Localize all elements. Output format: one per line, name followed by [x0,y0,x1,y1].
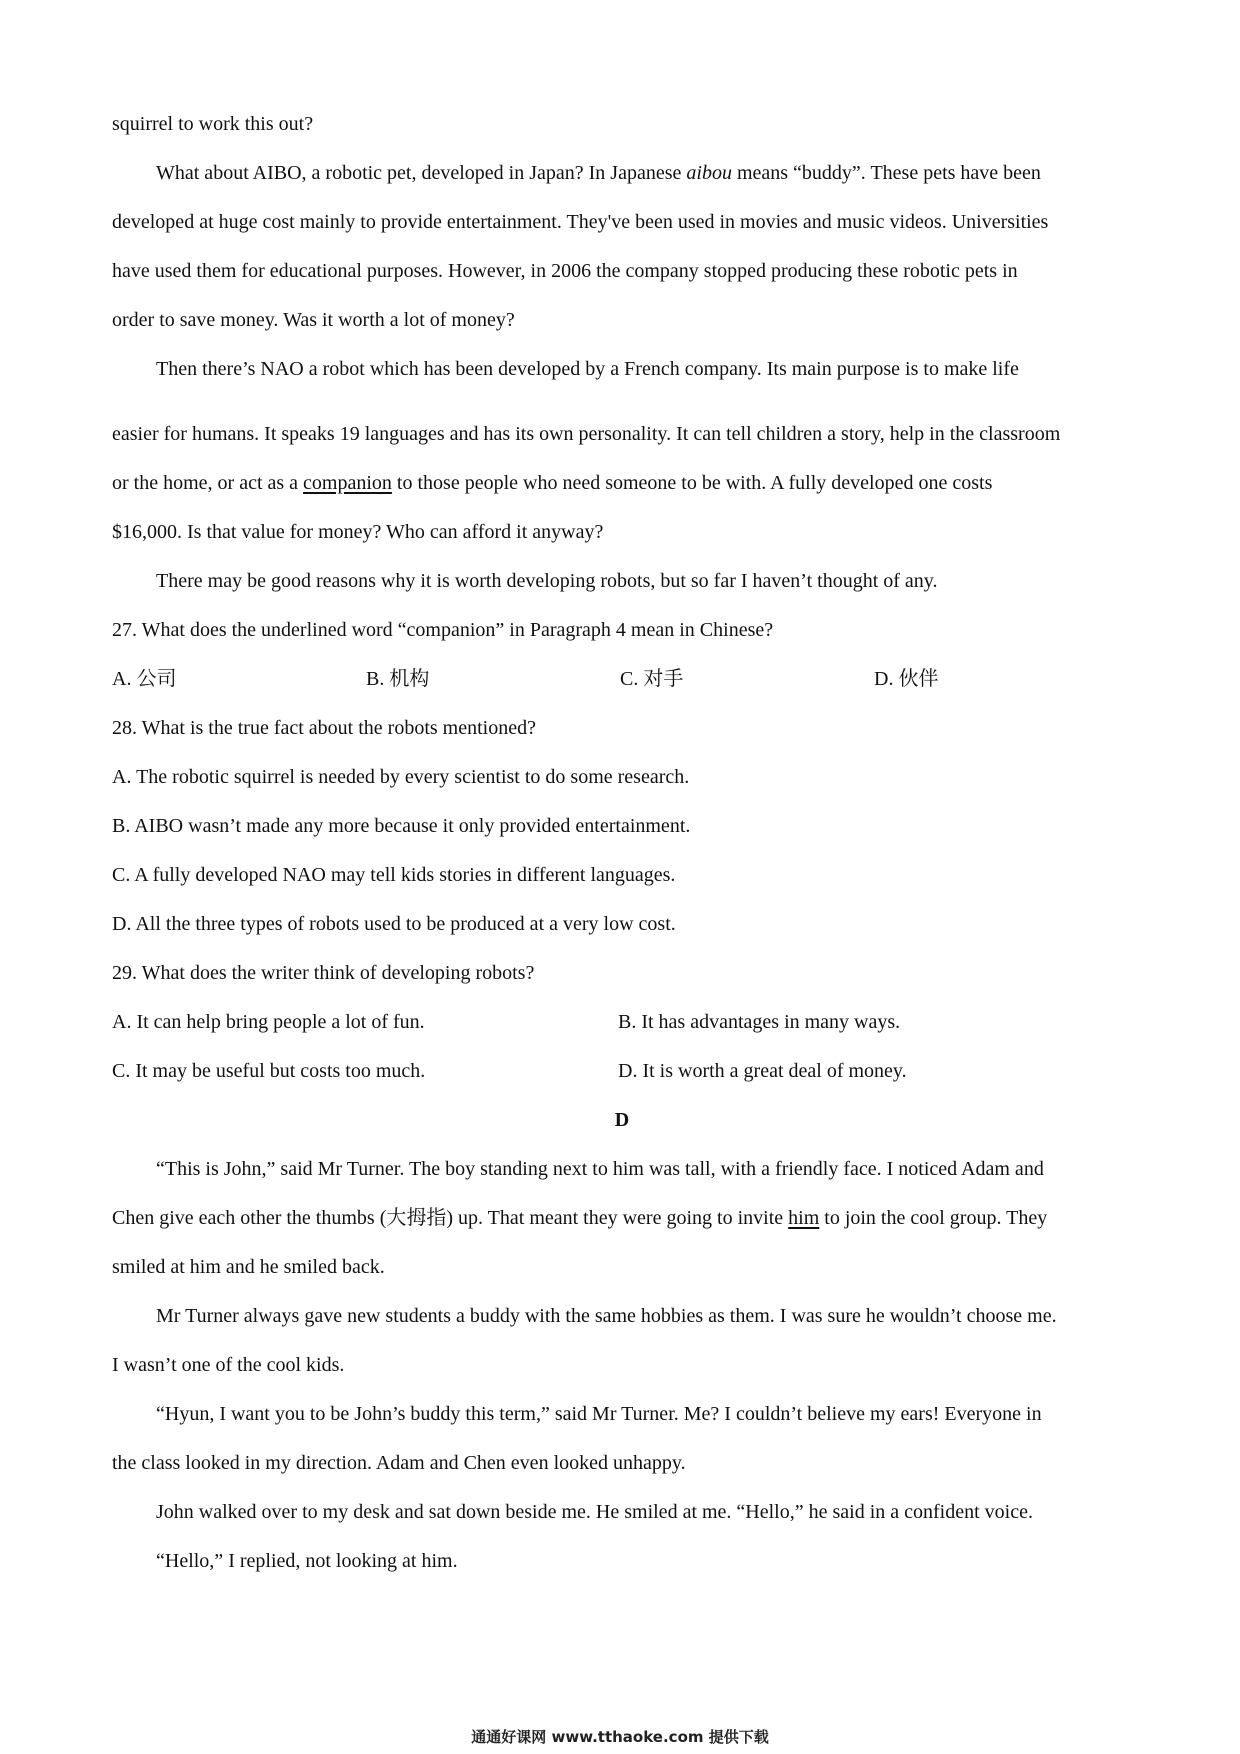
option-a[interactable]: A. It can help bring people a lot of fun. [112,1011,425,1033]
question-27-options [112,655,1132,704]
paragraph-line: the class looked in my direction. Adam and Chen even looked unhappy. [112,1452,686,1474]
paragraph-line: smiled at him and he smiled back. [112,1256,385,1278]
question-29-stem: 29. What does the writer think of developing robots? [112,962,535,984]
underlined-word-him: him [788,1207,820,1229]
paragraph-line [112,1194,1132,1243]
passage-d-paragraph-4: John walked over to my desk and sat down beside me. He smiled at me. “Hello,” he said in a confident voice. [156,1501,1033,1523]
question-28-stem: 28. What is the true fact about the robots mentioned? [112,717,536,739]
option-b[interactable]: B. It has advantages in many ways. [618,1011,901,1033]
option-c[interactable]: C. 对手 [620,668,684,690]
option-c[interactable]: C. A fully developed NAO may tell kids stories in different languages. [112,864,676,886]
option-a[interactable]: A. The robotic squirrel is needed by every scientist to do some research. [112,766,690,788]
option-d[interactable]: D. 伙伴 [874,668,939,690]
paragraph-line [112,459,1132,508]
text-span: What about AIBO, a robotic pet, developed in Japan? In Japanese [156,162,687,184]
passage-d-paragraph-2 [112,1292,1132,1390]
option-d[interactable]: D. It is worth a great deal of money. [618,1060,907,1082]
italic-word: aibou [686,162,732,184]
page-footer: 通通好课网 www.tthaoke.com 提供下载 [471,1728,769,1746]
text-span: to join the cool group. They [819,1207,1048,1229]
paragraph-line: developed at huge cost mainly to provide entertainment. They've been used in movies and music videos. Universities [112,211,1049,233]
underlined-word-companion: companion [303,472,392,494]
section-heading-d: D [614,1109,630,1131]
text-span: Chen give each other the thumbs (大拇指) up. That meant they were going to invite [112,1207,789,1229]
passage-c-paragraph-2 [112,149,1132,345]
paragraph-line: easier for humans. It speaks 19 languages and has its own personality. It can tell children a story, help in the classroom [112,423,1061,445]
passage-c-paragraph-4: There may be good reasons why it is worth developing robots, but so far I haven’t thought of any. [156,570,938,592]
paragraph-line: Mr Turner always gave new students a buddy with the same hobbies as them. I was sure he wouldn’t choose me. [156,1305,1057,1327]
text-span: or the home, or act as a [112,472,304,494]
option-c[interactable]: C. It may be useful but costs too much. [112,1060,426,1082]
option-a[interactable]: A. 公司 [112,668,177,690]
passage-d-paragraph-3 [112,1390,1132,1488]
passage-d-paragraph-1 [112,1145,1132,1292]
text-span: to those people who need someone to be with. A fully developed one costs [391,472,993,494]
paragraph-line: $16,000. Is that value for money? Who can afford it anyway? [112,521,604,543]
option-d[interactable]: D. All the three types of robots used to be produced at a very low cost. [112,913,676,935]
paragraph-line: I wasn’t one of the cool kids. [112,1354,345,1376]
paragraph-line [112,149,1132,198]
passage-d-paragraph-5: “Hello,” I replied, not looking at him. [156,1550,458,1572]
question-27-stem: 27. What does the underlined word “companion” in Paragraph 4 mean in Chinese? [112,619,774,641]
paragraph-line: order to save money. Was it worth a lot of money? [112,309,515,331]
passage-c-paragraph-3 [112,345,1132,557]
page-content [112,100,1132,1586]
question-29-options-row-2 [112,1047,1132,1096]
paragraph-line: Then there’s NAO a robot which has been developed by a French company. Its main purpose is to make life [156,358,1019,380]
passage-c-p1-tail: squirrel to work this out? [112,113,314,135]
paragraph-line: have used them for educational purposes. However, in 2006 the company stopped producing these robotic pets in [112,260,1018,282]
paragraph-line: “Hyun, I want you to be John’s buddy this term,” said Mr Turner. Me? I couldn’t believe my ears! Everyone in [156,1403,1042,1425]
text-span: means “buddy”. These pets have been [731,162,1041,184]
option-b[interactable]: B. 机构 [366,668,430,690]
option-b[interactable]: B. AIBO wasn’t made any more because it only provided entertainment. [112,815,691,837]
paragraph-line: “This is John,” said Mr Turner. The boy standing next to him was tall, with a friendly face. I noticed Adam and [156,1158,1044,1180]
question-29-options-row-1 [112,998,1132,1047]
